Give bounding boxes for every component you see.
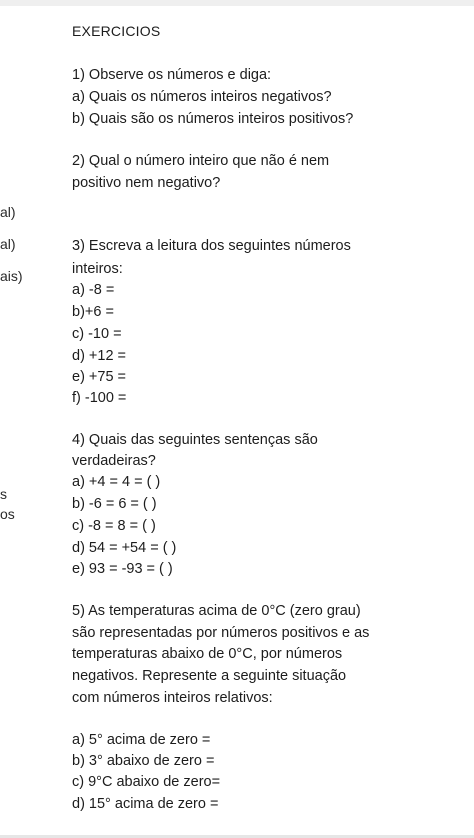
- question-1-stem: 1) Observe os números e diga:: [72, 67, 272, 83]
- question-3-item-d: d) +12 =: [72, 348, 127, 364]
- question-4-item-e: e) 93 = -93 = ( ): [72, 561, 173, 577]
- left-fragment-3: ais): [0, 268, 23, 284]
- left-page-edge: [0, 0, 40, 838]
- question-4-item-a: a) +4 = 4 = ( ): [72, 474, 161, 490]
- question-5-item-b: b) 3° abaixo de zero =: [72, 753, 215, 769]
- left-fragment-5: os: [0, 506, 15, 522]
- question-2-line-2: positivo nem negativo?: [72, 175, 221, 191]
- question-2-line-1: 2) Qual o número inteiro que não é nem: [72, 153, 330, 169]
- question-3-item-f: f) -100 =: [72, 390, 127, 406]
- question-3-item-c: c) -10 =: [72, 326, 122, 342]
- question-5-line-1: 5) As temperaturas acima de 0°C (zero grau): [72, 603, 361, 619]
- question-4-line-2: verdadeiras?: [72, 453, 156, 469]
- question-4-item-b: b) -6 = 6 = ( ): [72, 496, 157, 512]
- question-1-a: a) Quais os números inteiros negativos?: [72, 89, 332, 105]
- question-5-item-c: c) 9°C abaixo de zero=: [72, 774, 221, 790]
- question-5-line-5: com números inteiros relativos:: [72, 690, 273, 706]
- question-4-line-1: 4) Quais das seguintes sentenças são: [72, 432, 318, 448]
- question-3-line-2: inteiros:: [72, 261, 123, 277]
- question-5-item-a: a) 5° acima de zero =: [72, 732, 211, 748]
- top-bar: [0, 0, 474, 6]
- question-3-item-b: b)+6 =: [72, 304, 114, 320]
- question-5-line-2: são representadas por números positivos e as: [72, 625, 370, 641]
- question-3-item-a: a) -8 =: [72, 282, 115, 298]
- question-5-item-d: d) 15° acima de zero =: [72, 796, 219, 812]
- left-fragment-1: al): [0, 204, 16, 220]
- question-5-line-4: negativos. Represente a seguinte situação: [72, 668, 347, 684]
- question-4-item-c: c) -8 = 8 = ( ): [72, 518, 156, 534]
- question-1-b: b) Quais são os números inteiros positivos?: [72, 111, 354, 127]
- question-4-item-d: d) 54 = +54 = ( ): [72, 540, 177, 556]
- left-fragment-2: al): [0, 236, 16, 252]
- question-3-line-1: 3) Escreva a leitura dos seguintes números: [72, 238, 351, 254]
- question-3-item-e: e) +75 =: [72, 369, 127, 385]
- question-5-line-3: temperaturas abaixo de 0°C, por números: [72, 646, 343, 662]
- left-fragment-4: s: [0, 486, 7, 502]
- page-title: EXERCICIOS: [72, 23, 161, 39]
